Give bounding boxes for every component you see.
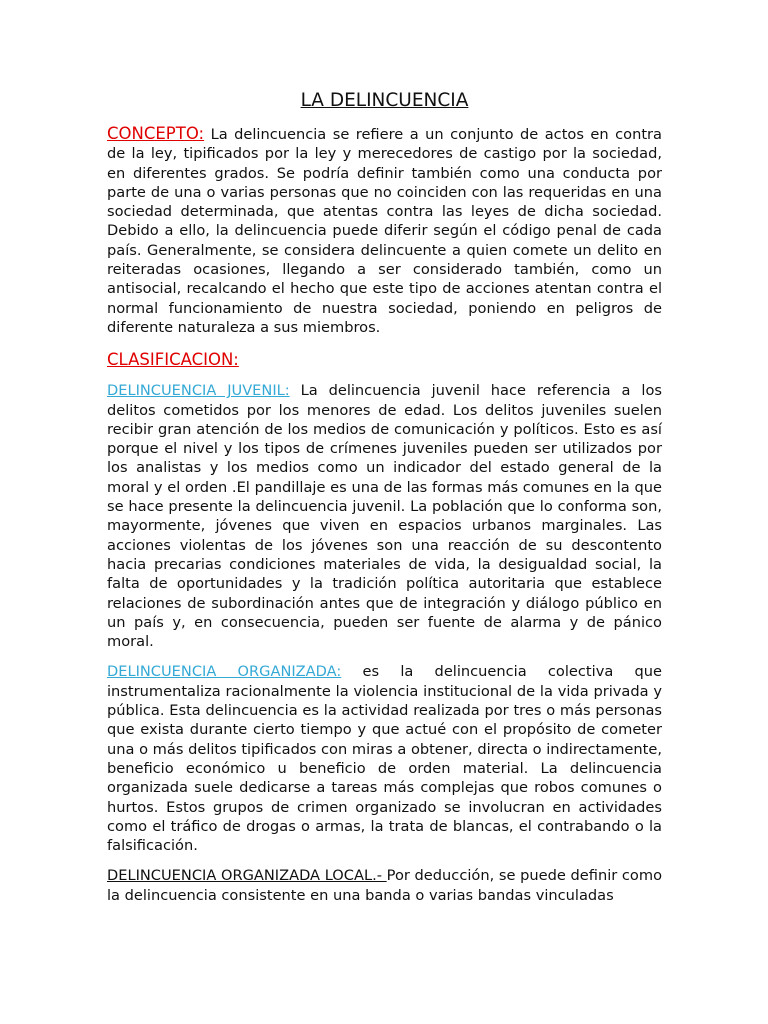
concepto-label: CONCEPTO: xyxy=(107,124,205,143)
organizada-paragraph xyxy=(107,662,662,855)
organizada-text: es la delincuencia colectiva que instrumentaliza racionalmente la violencia institucional de la vida privada y pública. Esta delincuencia es la actividad realizada por tres o más personas que exista durante cierto tiempo y que actué con el propósito de cometer una o más delitos tipificados con miras a obtener, directa o indirectamente, beneficio económico u beneficio de orden material. La delincuencia organizada suele dedicarse a tareas más complejas que robos comunes o hurtos. Estos grupos de crimen organizado se involucran en actividades como el tráfico de drogas o armas, la trata de blancas, el contrabando o la falsificación. xyxy=(107,663,662,855)
juvenil-label: DELINCUENCIA JUVENIL: xyxy=(107,382,290,400)
organizada-local-paragraph xyxy=(107,866,662,905)
concepto-text: La delincuencia se refiere a un conjunto de actos en contra de la ley, tipificados por la ley y merecedores de castigo por la sociedad, en diferentes grados. Se podría definir también como una conducta por parte de una o varias personas que no coinciden con las requeridas en una sociedad determinada, que atentas contra las leyes de dicha sociedad. Debido a ello, la delincuencia puede diferir según el código penal de cada país. Generalmente, se considera delincuente a quien comete un delito en reiteradas ocasiones, llegando a ser considerado también, como un antisocial, recalcando el hecho que este tipo de acciones atentan contra el normal funcionamiento de nuestra sociedad, poniendo en peligros de diferente naturaleza a sus miembros. xyxy=(107,126,662,336)
organizada-local-text: Por deducción, se puede definir como la delincuencia consistente en una banda o varias bandas vinculadas xyxy=(107,867,662,904)
juvenil-text: La delincuencia juvenil hace referencia a los delitos cometidos por los menores de edad. Los delitos juveniles suelen recibir gran atención de los medios de comunicación y políticos. Esto es así porque el nivel y los tipos de crímenes juveniles pueden ser utilizados por los analistas y los medios como un indicador del estado general de la moral y el orden .El pandillaje es una de las formas más comunes en la que se hace presente la delincuencia juvenil. La población que lo conforma son, mayormente, jóvenes que viven en espacios urbanos marginales. Las acciones violentas de los jóvenes son una reacción de su descontento hacia precarias condiciones materiales de vida, la desigualdad social, la falta de oportunidades y la tradición política autoritaria que establece relaciones de subordinación antes que de integración y diálogo público en un país y, en consecuencia, pueden ser fuente de alarma y de pánico moral. xyxy=(107,382,662,651)
concepto-paragraph xyxy=(107,124,662,337)
organizada-local-label: DELINCUENCIA ORGANIZADA LOCAL.- xyxy=(107,867,387,885)
juvenil-paragraph xyxy=(107,381,662,651)
clasificacion-heading: CLASIFICACION: xyxy=(107,350,239,370)
page-title: LA DELINCUENCIA xyxy=(300,90,469,111)
organizada-label: DELINCUENCIA ORGANIZADA: xyxy=(107,663,342,681)
